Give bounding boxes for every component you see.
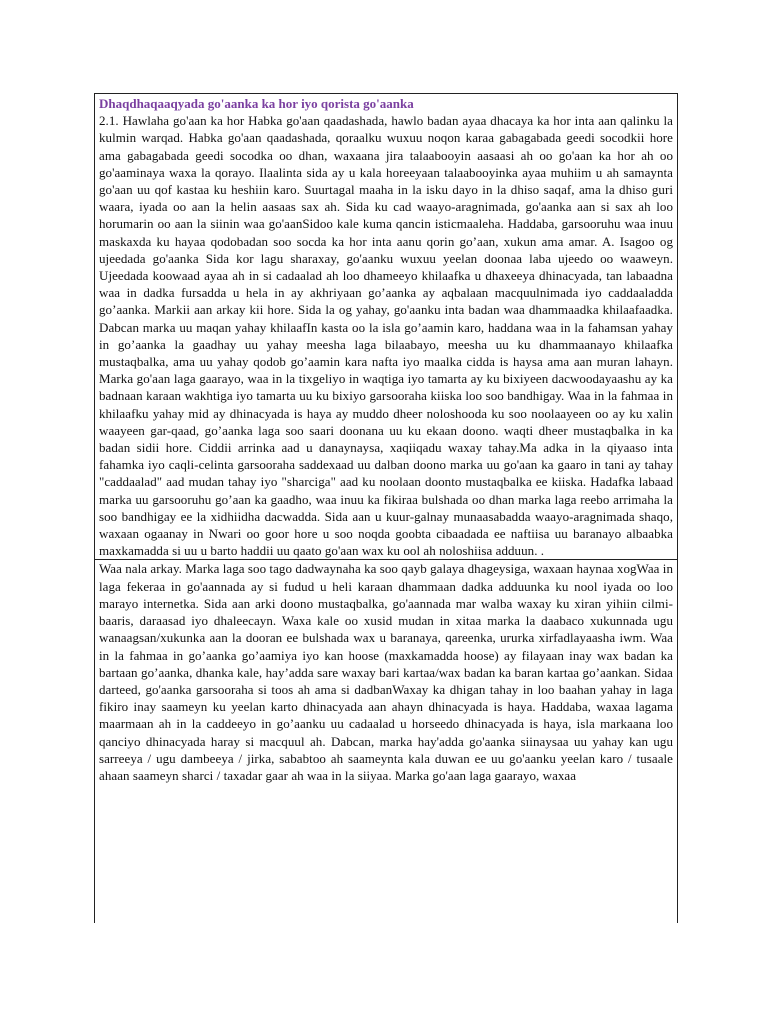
paragraph-1: 2.1. Hawlaha go'aan ka hor Habka go'aan qaadashada, hawlo badan ayaa dhacaya ka hor inta aan qalinku la kulmin warqad. Habka go'aan qaadashada, qoraalku wuxuu noqon karaa gabagabada geedi socodkii hore ama gabagabada geedi socodka oo dhan, waxaana jira talaabooyin aasaasi ah oo go'aan ka hor ah oo go'aaminaya waxa la qorayo. Ilaalinta sida ay u kala horeeyaan talaabooyinka ayaa muhiim u ah samaynta go'aan uu qof kastaa ku heshiin karo. Suurtagal maaha in la isku dayo in la dhiso saqaf, ama la dhiso guri waara, iyada oo aan la helin aasaas sax ah. Sida ku cad waayo-aragnimada, go'aanka aan si sax ah loo horumarin oo aan la siinin waa go'aanSidoo kale kuma qancin isticmaaleha. Haddaba, garsooruhu waa inuu maskaxda ku hayaa qodobadan soo socda ka hor inta aanu qorin go’aan, xukun ama amar. A. Isagoo og ujeedada go'aanka Sida kor lagu sharaxay, go'aanku wuxuu yeelan doonaa laba ujeedo oo waaweyn. Ujeedada koowaad ayaa ah in si cadaalad ah loo dhameeyo khilaafka u dhaxeeya dhinacyada, tan labaadna waa in dadka fursadda u hela in ay akhriyaan go’aanka ay aqbalaan macquulnimada iyo caddaaladda go’aanka. Markii aan arkay kii hore. Sida la og yahay, go'aanku inta badan waa dhammaadka khilaafaadka. Dabcan marka uu maqan yahay khilaafIn kasta oo la isla go’aamin karo, haddana waa in la fahamsan yahay in go’aanka la gaadhay uu yahay meesha laga bilaabayo, meesha uu ku dhammaanayo khilaafka mustaqbalka, ama uu yahay qodob go’aamin kara nafta iyo maalka cidda is haysa ama aan muran lahayn. Marka go'aan laga gaarayo, waa in la tixgeliyo in waqtiga iyo tamarta ay ku bixiyeen dacwoodayaashu ay ka badnaan karaan wakhtiga iyo tamarta uu ku bixiyo garsooraha kiiska loo soo bandhigay. Waa in la fahmaa in khilaafku yahay mid ay dhinacyada is haya ay muddo dheer noloshooda ku soo noolaayeen oo ay ku xalin waayeen gar-qaad, go’aanka laga soo saari doonana uu ku ekaan doono. waqti dheer mustaqbalka in ka badan sidii hore. Ciddii arrinka aad u danaynaysa, xaqiiqadu waxay tahay.Ma adka in la qiyaaso inta fahamka iyo caqli-celinta garsooraha saddexaad uu dalban doono marka uu go'aan ka gaaro in tani ay tahay "caddaalad" aad mudan tahay iyo "sharciga" aad ku noolaan doonto mustaqbalka ee kiiska. Hadafka labaad marka uu garsooruhu go’aan ka gaadho, waa inuu ka fikiraa bulshada oo dhan marka laga reebo arrimaha la soo bandhigay ee la xidhiidha dacwadda. Sida aan u kuur-galnay munaasabadda waayo-aragnimada shaqo, waxaan ogaanay in Nwari oo goor hore u soo noqda goobta cibaadada ee naftiisa uu baranayo albaabka maxkamadda si uu u barto haddii uu qaato go'aan wax ku ool ah noloshiisa adduun. . [99, 113, 673, 559]
paragraph-2: Waa nala arkay. Marka laga soo tago dadwaynaha ka soo qayb galaya dhageysiga, waxaan haynaa xogWaa in laga fekeraa in go'aannada ay si fudud u heli karaan dhammaan dadka adduunka ku nool iyada oo loo marayo internetka. Sida aan arki doono mustaqbalka, go'aannada mar walba waxay ku xiran yihiin cilmi-baaris, daraasad iyo dhaleecayn. Waxa kale oo xusid mudan in xitaa marka la daabaco xukunnada ugu wanaagsan/xukunka aan la dooran ee bulshada wax u baranaya, qareenka, ururka xirfadlayaasha iwm. Waa in la fahmaa in go’aanka go’aamiya iyo kan hoose (maxkamadda hoose) ay filayaan inay wax badan ka bartaan go’aanka, dhanka kale, hay’adda sare waxay bari kartaa/wax badan ka baran kartaa go’aankan. Sidaa darteed, go'aanka garsooraha si toos ah ama si dadbanWaxay ka dhigan tahay in loo baahan yahay in laga fikiro inay saameyn ku yeelan karto dhinacyada aan ahayn dhinacyada is haya. Haddaba, waxaa lagama maarmaan ah in la caddeeyo in go’aanku uu cadaalad u horseedo dhinacyada is haya, isla markaana loo qanciyo dhinacyada haray si macquul ah. Dabcan, marka hay'adda go'aanka siinaysaa uu yahay kan ugu sarreeya / ugu dambeeya / jirka, sababtoo ah saameynta kala duwan ee uu go'aanku yeelan karo / tusaale ahaan saameyn sharci / taxadar gaar ah waa in la siiyaa. Marka go'aan laga gaarayo, waxaa [99, 561, 673, 783]
document-heading: Dhaqdhaqaaqyada go'aanka ka hor iyo qorista go'aanka [99, 96, 414, 111]
document-frame [94, 93, 678, 923]
